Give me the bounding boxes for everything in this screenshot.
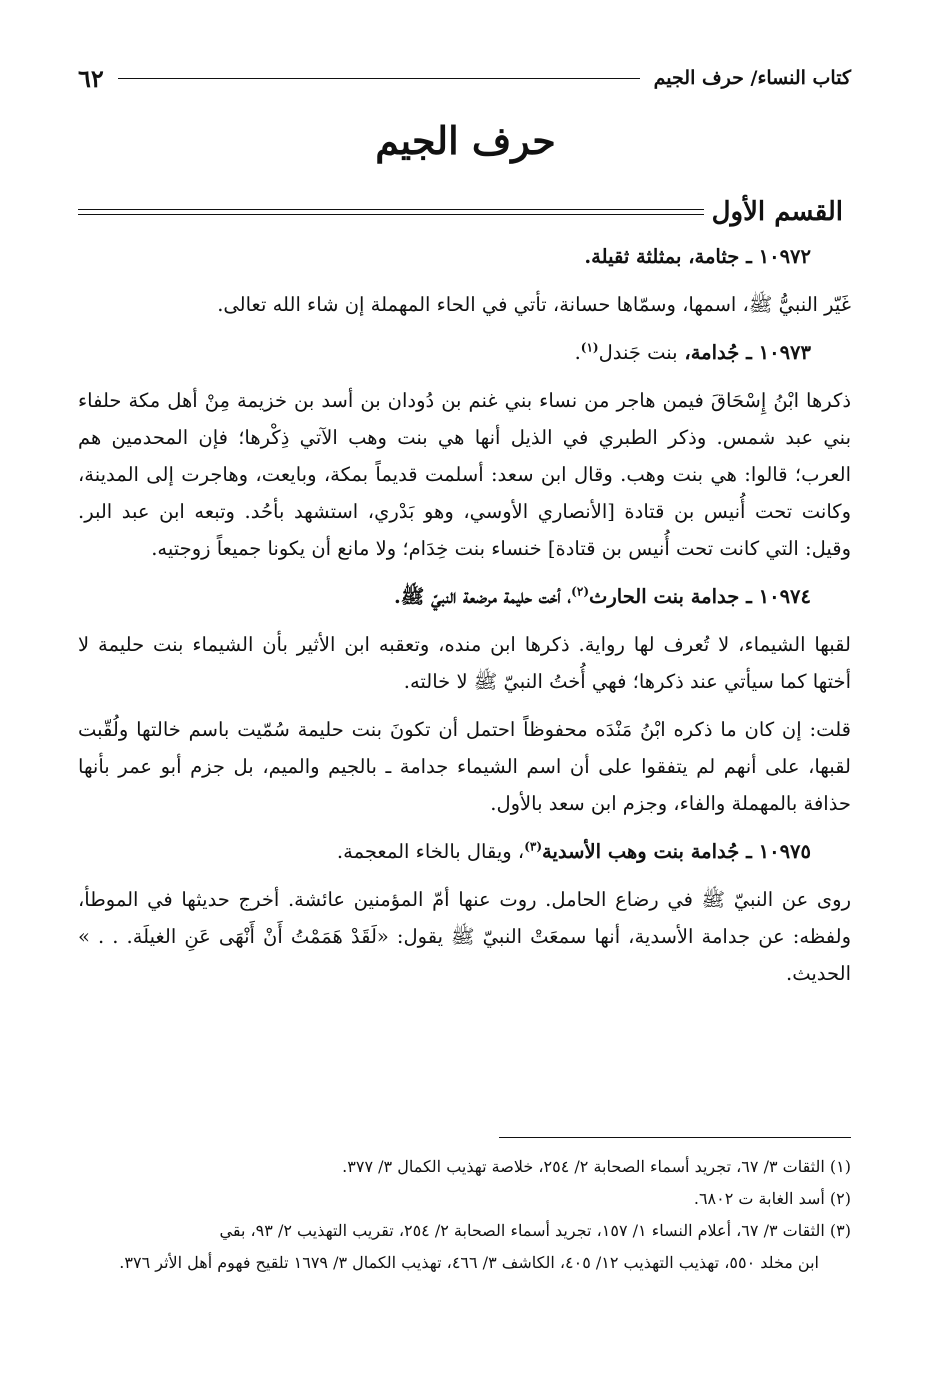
footnote-ref: (١)	[580, 340, 599, 355]
entry-number: ١٠٩٧٤ ـ	[746, 585, 811, 608]
section-rule-left	[78, 209, 704, 215]
entry-paragraph: ذكرها ابْنُ إِسْحَاقَ فيمن هاجر من نساء بني غنم بن دُودان بن أسد بن خزيمة مِنْ أهل مكة حلفاء بني عبد شمس. وذكر الطبري في الذيل أنها هي بنت وهب الآتي ذِكْرها؛ فإن المحدمين هم العرب؛ قالوا: هي بنت وهب. وقال ابن سعد: أسلمت قديماً بمكة، وبايعت، وهاجرت إلى المدينة، وكانت تحت أُنيس بن قتادة [الأنصاري الأوسي، وهو بَدْري، استشهد بأحُد. وتبعه ابن عبد البر. وقيل: التي كانت تحت أُنيس بن قتادة] خنساء بنت خِدَام؛ ولا مانع أن يكونا جميعاً زوجتيه.	[78, 389, 851, 560]
footnote-continuation: ابن مخلد ٥٥٠، تهذيب التهذيب ١٢/ ٤٠٥، الكاشف ٣/ ٤٦٦، تهذيب الكمال ٣/ ١٦٧٩ تلقيح فهوم أهل الأثر ٣٧٦.	[119, 1253, 819, 1272]
section-heading	[78, 192, 851, 232]
entry-paragraph: لقبها الشيماء، لا تُعرف لها رواية. ذكرها ابن منده، وتعقبه ابن الأثير بأن الشيماء بنت حليمة لا أختها كما سيأتي عند ذكرها؛ فهي أُختُ النبيّ ﷺ لا خالته.	[78, 633, 851, 693]
entry-name: جُدامة بنت وهب الأسدية	[542, 840, 740, 863]
footnote: (٣) الثقات ٣/ ٦٧، أعلام النساء ١/ ١٥٧، تجريد أسماء الصحابة ٢/ ٢٥٤، تقريب التهذيب ٢/ ٩٣، بقي	[219, 1221, 851, 1240]
entry-name: جدامة بنت الحارث	[589, 585, 740, 608]
section-title: القسم الأول	[711, 197, 843, 227]
entry-end: .	[574, 341, 581, 364]
footnote-ref: (٣)	[524, 839, 543, 854]
entry-number: ١٠٩٧٢ ـ	[746, 245, 811, 268]
chapter-title: حرف الجيم	[375, 118, 556, 163]
entry-note: بنت جَندل	[598, 341, 678, 364]
entry-name: جُدامة،	[684, 341, 740, 364]
entry-note: ، ويقال بالخاء المعجمة.	[336, 840, 525, 863]
entry-paragraph: غَيّر النبيُّ ﷺ، اسمها، وسمّاها حسانة، تأتي في الحاء المهملة إن شاء الله تعالى.	[217, 293, 851, 316]
body-text	[78, 238, 851, 1003]
footnote: (١) الثقات ٣/ ٦٧، تجريد أسماء الصحابة ٢/ ٢٥٤، خلاصة تهذيب الكمال ٣/ ٣٧٧.	[342, 1157, 851, 1176]
entry-heading	[78, 334, 851, 371]
running-header	[78, 58, 851, 98]
page-number: ٦٢	[78, 63, 104, 93]
header-rule	[118, 78, 640, 79]
footnote-ref: (٢)	[571, 584, 589, 599]
entry-note: ، أخت حليمة مرضعة النبيّ ﷺ.	[393, 585, 572, 608]
entry-paragraph: قلت: إن كان ما ذكره ابْنُ مَنْدَه محفوظاً احتمل أن تكونَ بنت حليمة سُمّيت باسم خالتها ولُقّبت لقبها، على أنهم لم يتفقوا على أن اسم الشيماء جدامة ـ بالجيم والميم، بل جزم أبو عمر بأنها حذافة بالمهملة والفاء، وجزم ابن سعد بالأول.	[78, 718, 851, 815]
footnote-rule	[499, 1137, 851, 1138]
entry-heading	[78, 833, 851, 870]
running-title: كتاب النساء/ حرف الجيم	[653, 67, 851, 89]
footnotes	[78, 1152, 851, 1280]
entry-note: بمثلثة ثقيلة.	[584, 245, 682, 268]
entry-heading	[78, 578, 851, 615]
entry-heading	[78, 238, 851, 275]
entry-number: ١٠٩٧٣ ـ	[746, 341, 811, 364]
entry-number: ١٠٩٧٥ ـ	[746, 840, 811, 863]
footnote: (٢) أسد الغابة ت ٦٨٠٢.	[693, 1189, 851, 1208]
entry-name: جثامة،	[688, 245, 740, 268]
entry-paragraph: روى عن النبيّ ﷺ في رضاع الحامل. روت عنها أمّ المؤمنين عائشة. أخرج حديثها في الموطأ، ولفظه: عن جدامة الأسدية، أنها سمعَتْ النبيّ ﷺ يقول: «لَقَدْ هَمَمْتُ أَنْ أَنْهَى عَنِ الغيلَة. . . » الحديث.	[78, 888, 851, 985]
